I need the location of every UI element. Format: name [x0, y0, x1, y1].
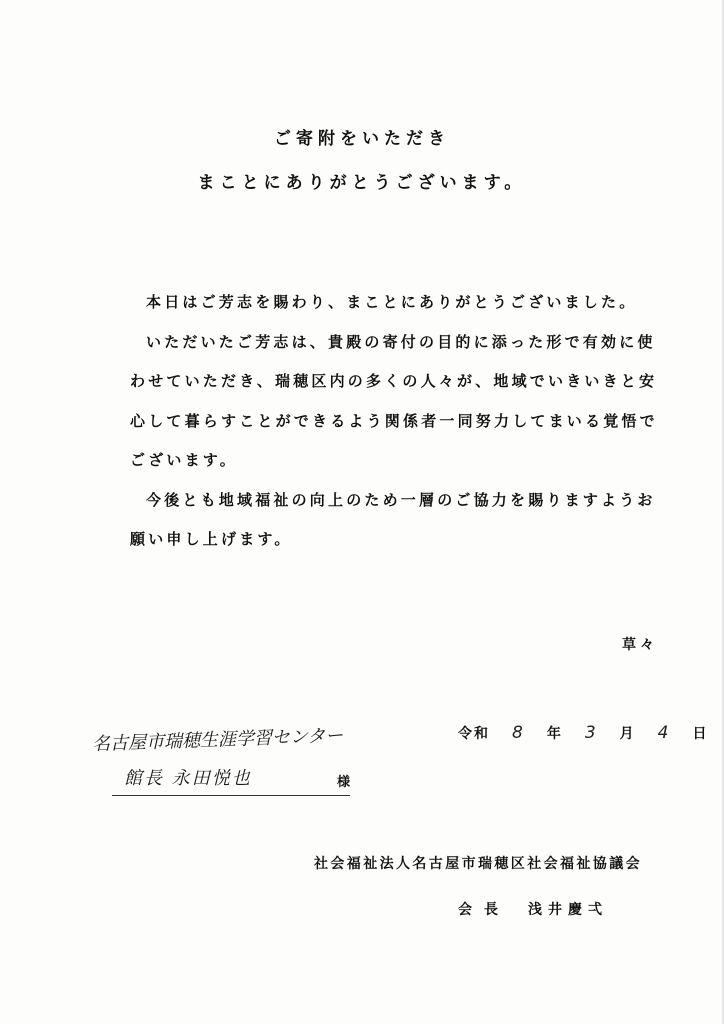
date-year: 8 — [512, 723, 525, 743]
heading-line-2: まことにありがとうございます。 — [197, 173, 527, 193]
sender-name: 浅井慶弌 — [528, 902, 608, 918]
recipient-honorific: 様 — [336, 775, 350, 790]
body-paragraph-3: 今後とも地域福祉の向上のため一層のご協力を賜りますようお願い申し上げます。 — [130, 490, 656, 548]
letter-date — [458, 723, 708, 743]
recipient-organization: 名古屋市瑞穂生涯学習センター — [91, 725, 344, 755]
date-month: 3 — [584, 723, 598, 743]
recipient-name-line — [124, 764, 352, 792]
body-paragraph-2: いただいたご芳志は、貴殿の寄付の目的に添った形で有効に使わせていただき、瑞穂区内の多くの人々が、地域でいきいきと安心して暮らすことができるよう関係者一同努力してまいる覚悟でございます。 — [130, 332, 658, 469]
date-year-unit: 年 — [546, 726, 563, 742]
body-paragraph-1: 本日はご芳志を賜わり、まことにありがとうございました。 — [146, 293, 638, 311]
sender-person — [458, 899, 608, 919]
sender-organization: 社会福祉法人名古屋市瑞穂区社会福祉協議会 — [314, 856, 642, 872]
date-day-unit: 日 — [692, 726, 709, 742]
recipient-block — [91, 725, 350, 792]
date-day: 4 — [657, 723, 671, 743]
recipient-underline — [112, 795, 350, 796]
letter-body — [130, 283, 670, 560]
recipient-name: 館長 永田悦也 — [124, 768, 252, 789]
date-era: 令和 — [458, 726, 490, 742]
sender-role: 会長 — [458, 902, 510, 918]
heading-line-1: ご寄附をいただき — [274, 129, 450, 149]
closing-salutation: 草々 — [622, 637, 658, 653]
date-month-unit: 月 — [619, 726, 636, 742]
